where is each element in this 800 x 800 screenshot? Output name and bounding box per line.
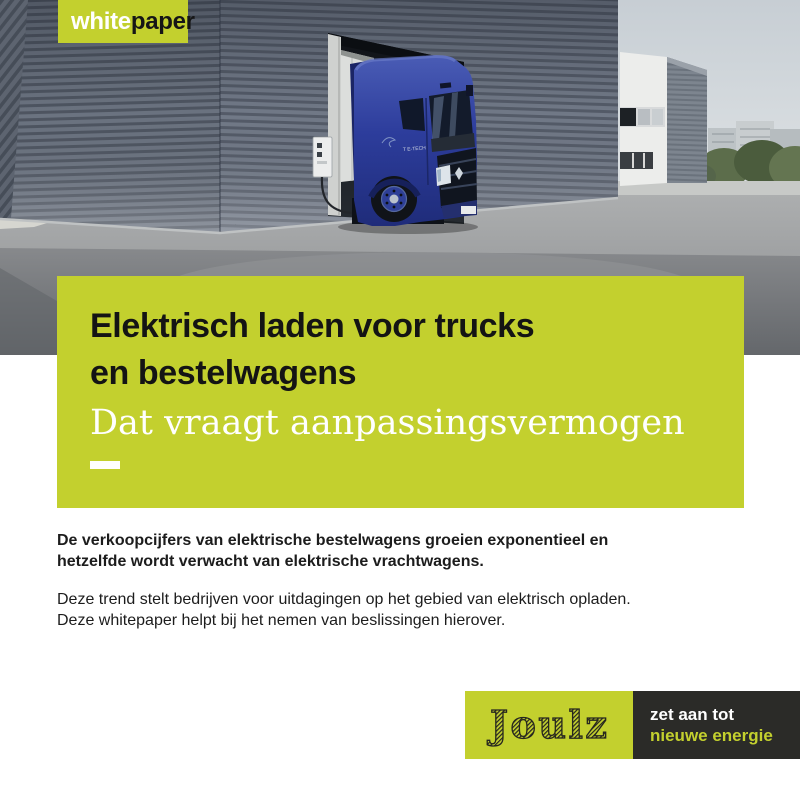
white-building (620, 52, 707, 186)
open-window (620, 108, 636, 126)
intro-text (57, 531, 737, 649)
tagline-line-1: zet aan tot (650, 705, 735, 724)
mirror-right (466, 85, 473, 96)
joulz-logo (479, 701, 619, 749)
truck-livery-text: T E-TECH (402, 145, 427, 153)
lead-paragraph: De verkoopcijfers van elektrische bestelwagens groeien exponentieel en hetzelfde wordt verwacht van elektrische vrachtwagens. (57, 532, 609, 570)
tagline-line-2: nieuwe energie (650, 726, 773, 745)
brand-footer (465, 691, 800, 759)
license-plate (461, 206, 476, 214)
joulz-logo-block (465, 691, 633, 759)
side-window (399, 98, 425, 131)
hero-title-block (57, 276, 744, 508)
electric-truck (338, 56, 478, 235)
title-line-1: Elektrisch laden voor trucks (90, 307, 535, 345)
lower-windows (620, 152, 653, 169)
joulz-wordmark: Joulz (490, 702, 608, 747)
badge-word-paper: paper (130, 7, 195, 35)
page-title (90, 303, 716, 397)
body-paragraph: Deze trend stelt bedrijven voor uitdagingen op het gebied van elektrisch opladen. Deze whitepaper helpt bij het nemen van beslissingen hierover. (57, 591, 631, 629)
page-subtitle: Dat vraagt aanpassingsvermogen (90, 403, 685, 443)
title-line-2: en bestelwagens (90, 354, 357, 392)
badge-word-white: white (71, 7, 131, 35)
whitepaper-badge (58, 0, 195, 43)
tagline-block (633, 691, 800, 759)
accent-dash (90, 461, 120, 469)
